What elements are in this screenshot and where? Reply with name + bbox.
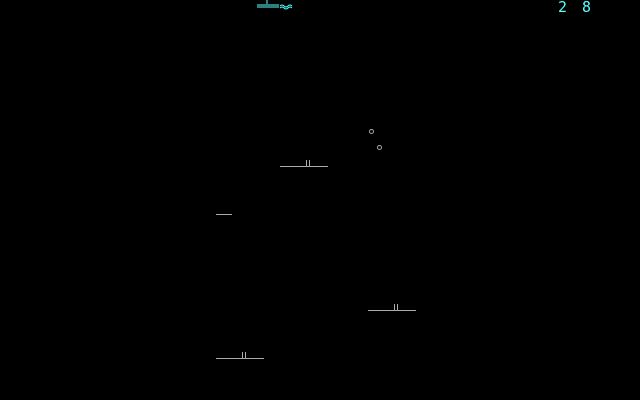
orb-icon bbox=[377, 145, 382, 150]
ledge bbox=[280, 166, 328, 167]
landing-pad-post bbox=[242, 352, 243, 358]
landing-pad-post bbox=[306, 160, 307, 166]
ledge bbox=[368, 310, 416, 311]
orb-icon bbox=[369, 129, 374, 134]
landing-pad-post bbox=[394, 304, 395, 310]
landing-pad-post bbox=[397, 304, 398, 310]
landing-pad-post bbox=[245, 352, 246, 358]
ledge bbox=[216, 358, 264, 359]
ledge bbox=[216, 214, 232, 215]
score-digit: 2 bbox=[558, 0, 568, 16]
helicopter-icon bbox=[256, 0, 296, 10]
score-digit: 8 bbox=[582, 0, 592, 16]
landing-pad-post bbox=[309, 160, 310, 166]
